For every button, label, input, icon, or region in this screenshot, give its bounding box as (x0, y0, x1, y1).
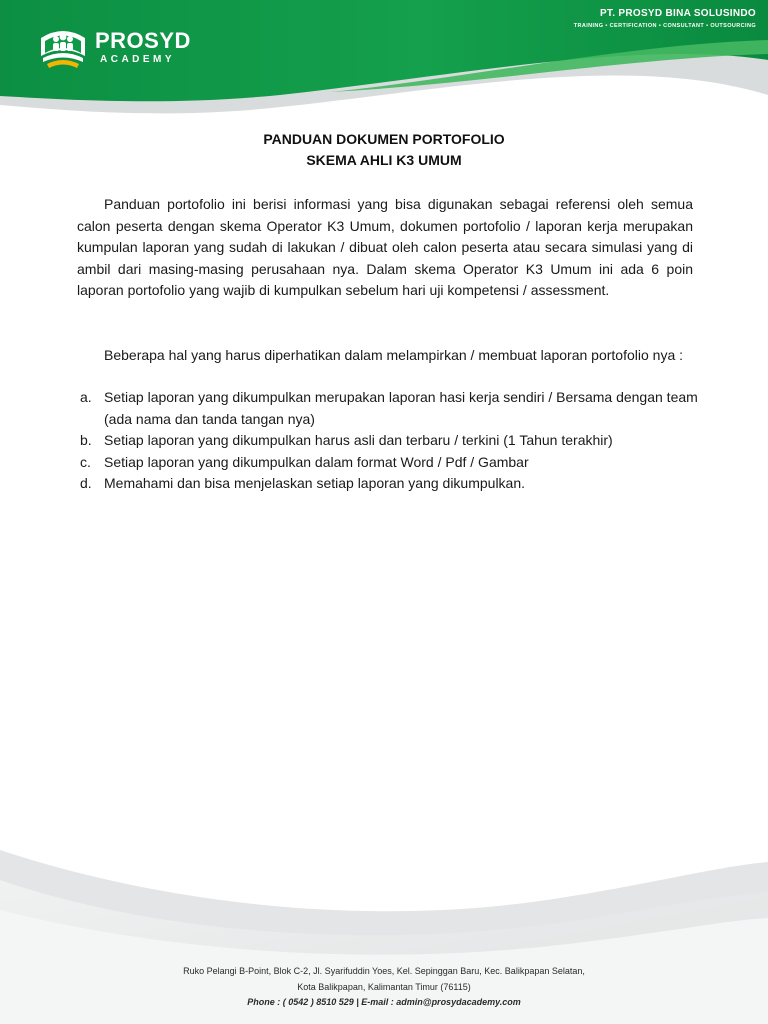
footer-address-line1: Ruko Pelangi B-Point, Blok C-2, Jl. Syarifuddin Yoes, Kel. Sepinggan Baru, Kec. Balikpapan Selatan, (183, 966, 585, 976)
company-block (574, 8, 756, 29)
logo-emblem-icon (37, 22, 89, 72)
list-item (59, 430, 699, 452)
document-subtitle: SKEMA AHLI K3 UMUM (306, 152, 462, 168)
document-title: PANDUAN DOKUMEN PORTOFOLIO (263, 131, 505, 147)
company-tagline: TRAINING • CERTIFICATION • CONSULTANT • OUTSOURCING (573, 23, 756, 29)
list-item (59, 473, 699, 495)
list-item-text: Setiap laporan yang dikumpulkan merupakan laporan hasi kerja sendiri / Bersama dengan team (ada nama dan tanda tangan nya) (104, 389, 698, 427)
list-marker: c. (80, 453, 91, 470)
requirements-list (59, 387, 699, 495)
list-item-text: Setiap laporan yang dikumpulkan dalam format Word / Pdf / Gambar (104, 453, 529, 470)
list-item (59, 452, 699, 474)
company-name: PT. PROSYD BINA SOLUSINDO (599, 8, 756, 19)
prosyd-academy-logo (37, 22, 191, 72)
list-marker: d. (80, 475, 92, 491)
list-item-text: Setiap laporan yang dikumpulkan harus asli dan terbaru / terkini (1 Tahun terakhir) (104, 432, 613, 448)
intro-paragraph: Panduan portofolio ini berisi informasi yang bisa digunakan sebagai referensi oleh semua calon peserta dengan skema Operator K3 Umum, dokumen portofolio / laporan kerja merupakan kumpulan laporan yang sudah di lakukan / dibuat oleh calon peserta atau secara simulasi yang di ambil dari masing-masing perusahaan nya. Dalam skema Operator K3 Umum ini ada 6 poin laporan portofolio yang wajib di kumpulkan sebelum hari uji kompetensi / assessment. (77, 196, 693, 298)
list-marker: a. (80, 389, 92, 405)
footer-contact: Phone : ( 0542 ) 8510 529 | E-mail : admin@prosydacademy.com (247, 997, 521, 1007)
logo-subtitle: ACADEMY (100, 53, 176, 65)
footer-address-line2: Kota Balikpapan, Kalimantan Timur (76115) (297, 982, 471, 992)
logo-name: PROSYD (95, 27, 191, 53)
list-item-text: Memahami dan bisa menjelaskan setiap laporan yang dikumpulkan. (104, 475, 526, 491)
list-marker: b. (80, 432, 92, 448)
notes-paragraph: Beberapa hal yang harus diperhatikan dalam melampirkan / membuat laporan portofolio nya : (104, 347, 684, 363)
list-item (59, 387, 699, 430)
